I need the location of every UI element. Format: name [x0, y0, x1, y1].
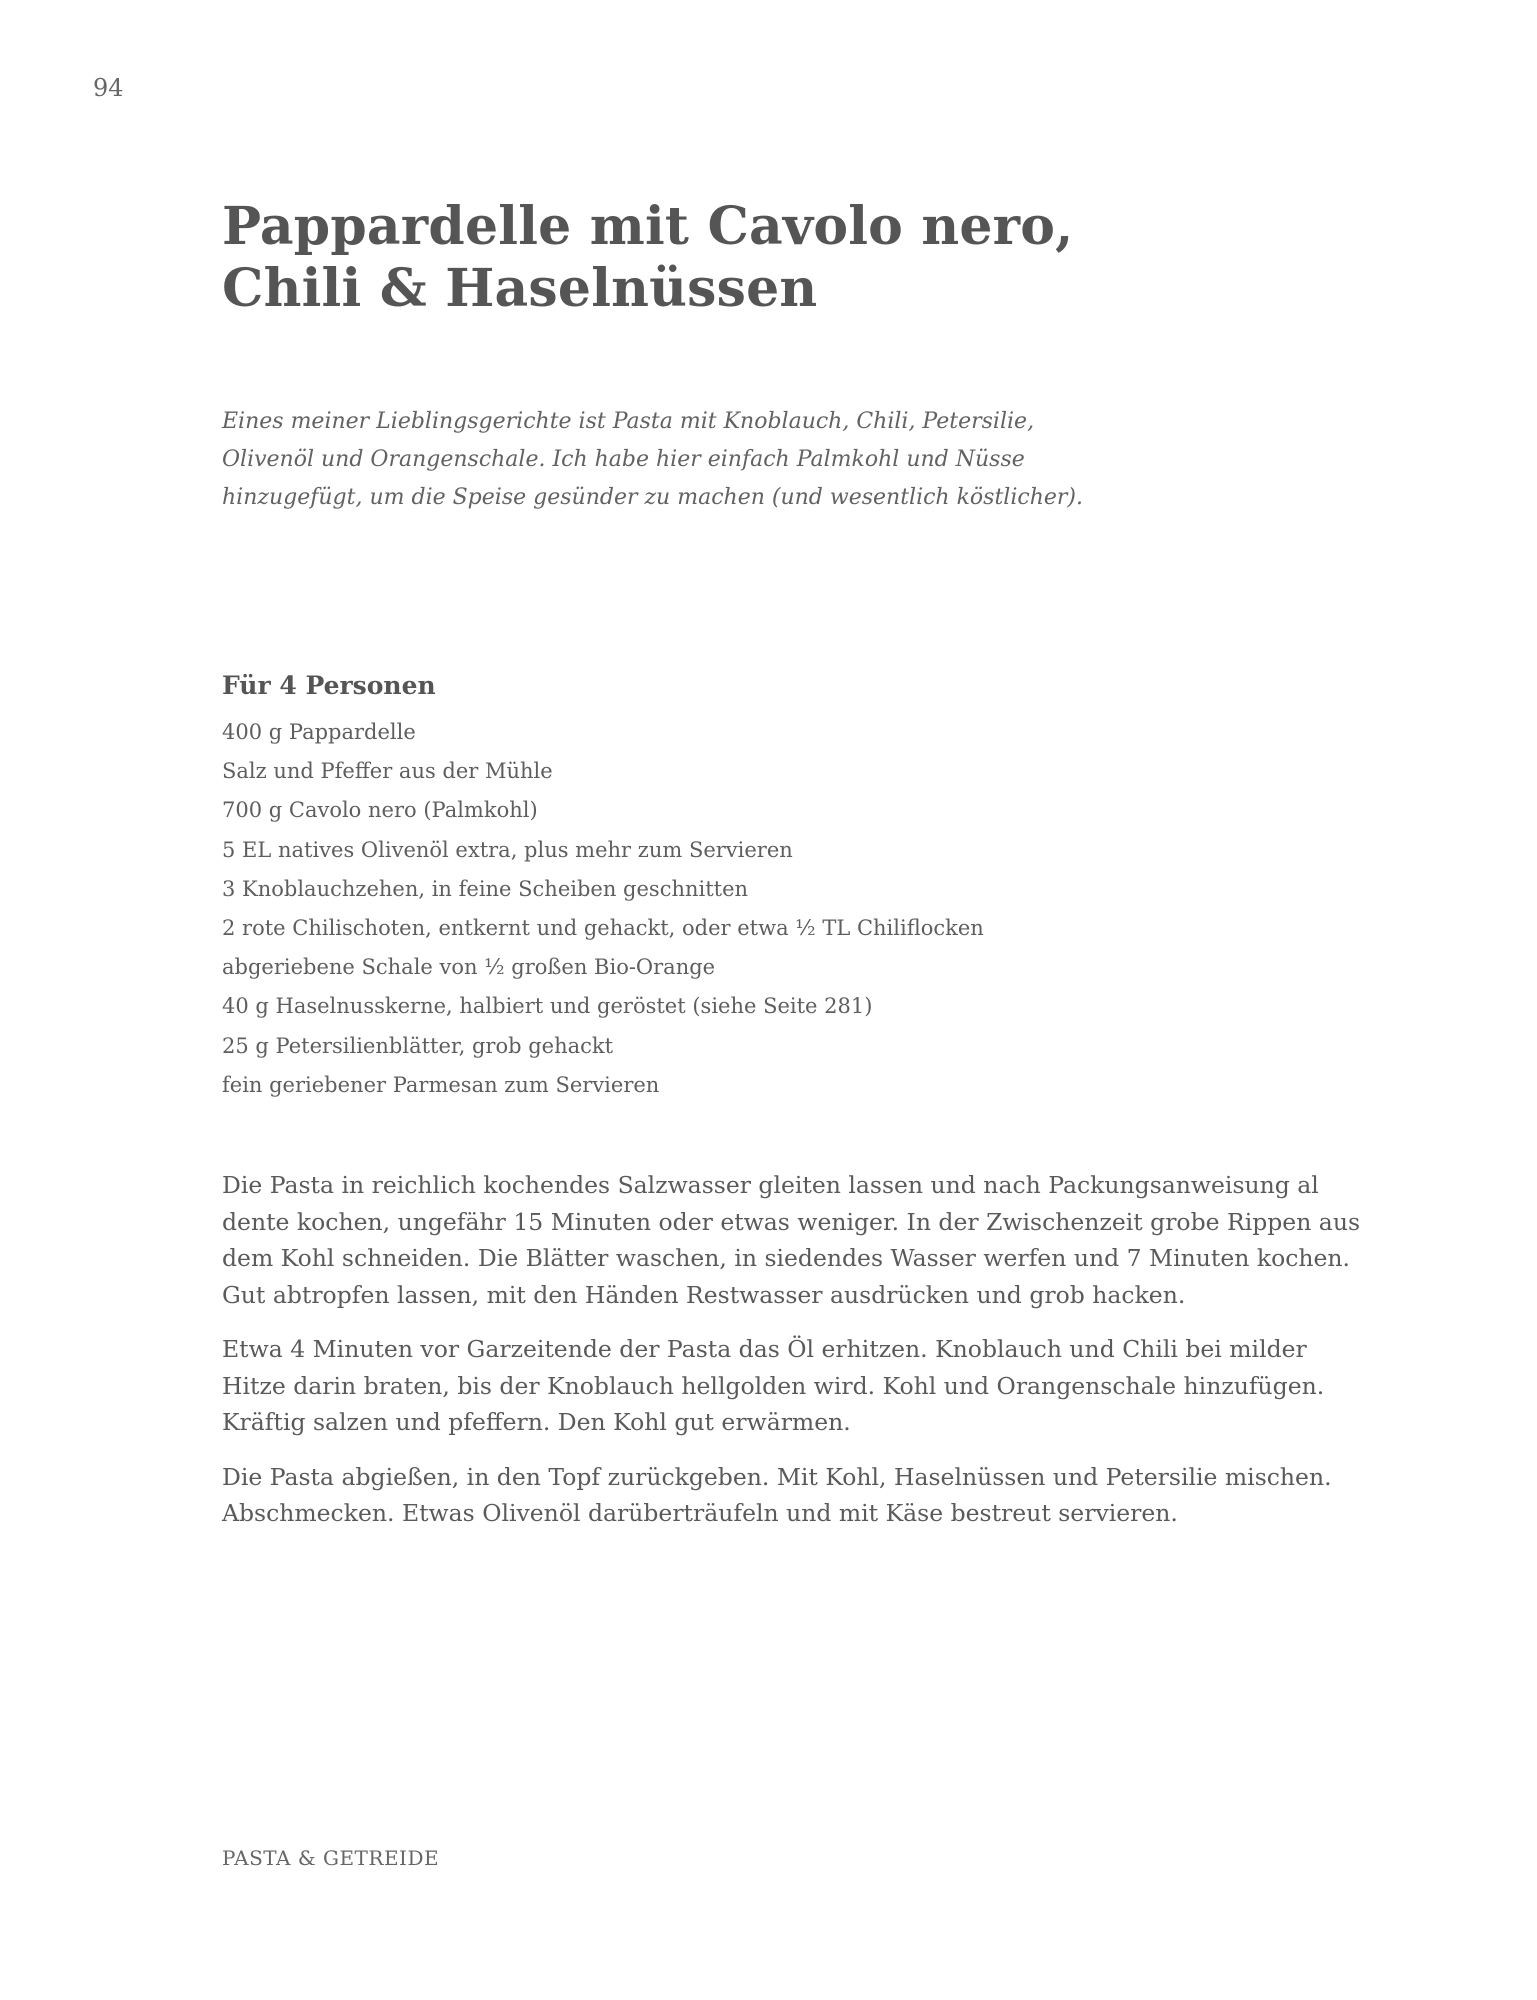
method-line: Etwa 4 Minuten vor Garzeitende der Pasta das Öl erhitzen. Knoblauch und Chili bei milder	[222, 1335, 1307, 1363]
section-footer: PASTA & GETREIDE	[222, 1846, 440, 1870]
title-line: Pappardelle mit Cavolo nero,	[222, 196, 1074, 257]
method-line: Hitze darin braten, bis der Knoblauch hellgolden wird. Kohl und Orangenschale hinzufügen.	[222, 1371, 1325, 1400]
ingredient-item: 40 g Haselnusskerne, halbiert und geröstet (siehe Seite 281)	[222, 994, 873, 1019]
ingredient-item: 25 g Petersilienblätter, grob gehackt	[222, 1033, 614, 1058]
method-line: Kräftig salzen und pfeffern. Den Kohl gut erwärmen.	[222, 1408, 851, 1436]
method-line: Die Pasta abgießen, in den Topf zurückgeben. Mit Kohl, Haselnüssen und Petersilie mischen.	[222, 1462, 1332, 1491]
ingredient-item: 5 EL natives Olivenöl extra, plus mehr zum Servieren	[222, 837, 793, 862]
method-paragraph	[222, 1167, 1361, 1313]
recipe-title	[222, 196, 1322, 320]
ingredient-item: Salz und Pfeffer aus der Mühle	[222, 759, 553, 784]
ingredient-list	[222, 713, 984, 1105]
method-line: dente kochen, ungefähr 15 Minuten oder etwas weniger. In der Zwischenzeit grobe Rippen aus	[222, 1207, 1361, 1236]
intro-line: hinzugefügt, um die Speise gesünder zu machen (und wesentlich köstlicher).	[222, 485, 1083, 510]
recipe-intro	[222, 403, 1322, 517]
intro-line: Eines meiner Lieblingsgerichte ist Pasta mit Knoblauch, Chili, Petersilie,	[222, 409, 1035, 434]
servings-heading: Für 4 Personen	[222, 671, 436, 700]
ingredient-item: abgeriebene Schale von ½ großen Bio-Orange	[222, 955, 716, 980]
method-line: dem Kohl schneiden. Die Blätter waschen, in siedendes Wasser werfen und 7 Minuten kochen.	[222, 1244, 1351, 1272]
ingredient-item: 2 rote Chilischoten, entkernt und gehackt, oder etwa ½ TL Chiliflocken	[222, 916, 984, 941]
page-number: 94	[93, 74, 124, 102]
ingredient-item: fein geriebener Parmesan zum Servieren	[222, 1072, 660, 1097]
ingredient-item: 400 g Pappardelle	[222, 720, 416, 744]
ingredient-item: 3 Knoblauchzehen, in feine Scheiben geschnitten	[222, 876, 749, 901]
method-line: Die Pasta in reichlich kochendes Salzwasser gleiten lassen und nach Packungsanweisung al	[222, 1171, 1319, 1199]
method-paragraph	[222, 1331, 1342, 1441]
method-section	[222, 1167, 1361, 1550]
ingredient-item: 700 g Cavolo nero (Palmkohl)	[222, 798, 538, 823]
title-line: Chili & Haselnüssen	[222, 258, 818, 319]
method-line: Gut abtropfen lassen, mit den Händen Restwasser ausdrücken und grob hacken.	[222, 1280, 1186, 1309]
method-paragraph	[222, 1459, 1342, 1532]
method-line: Abschmecken. Etwas Olivenöl darüberträufeln und mit Käse bestreut servieren.	[222, 1499, 1178, 1527]
intro-line: Olivenöl und Orangenschale. Ich habe hier einfach Palmkohl und Nüsse	[222, 447, 1025, 472]
